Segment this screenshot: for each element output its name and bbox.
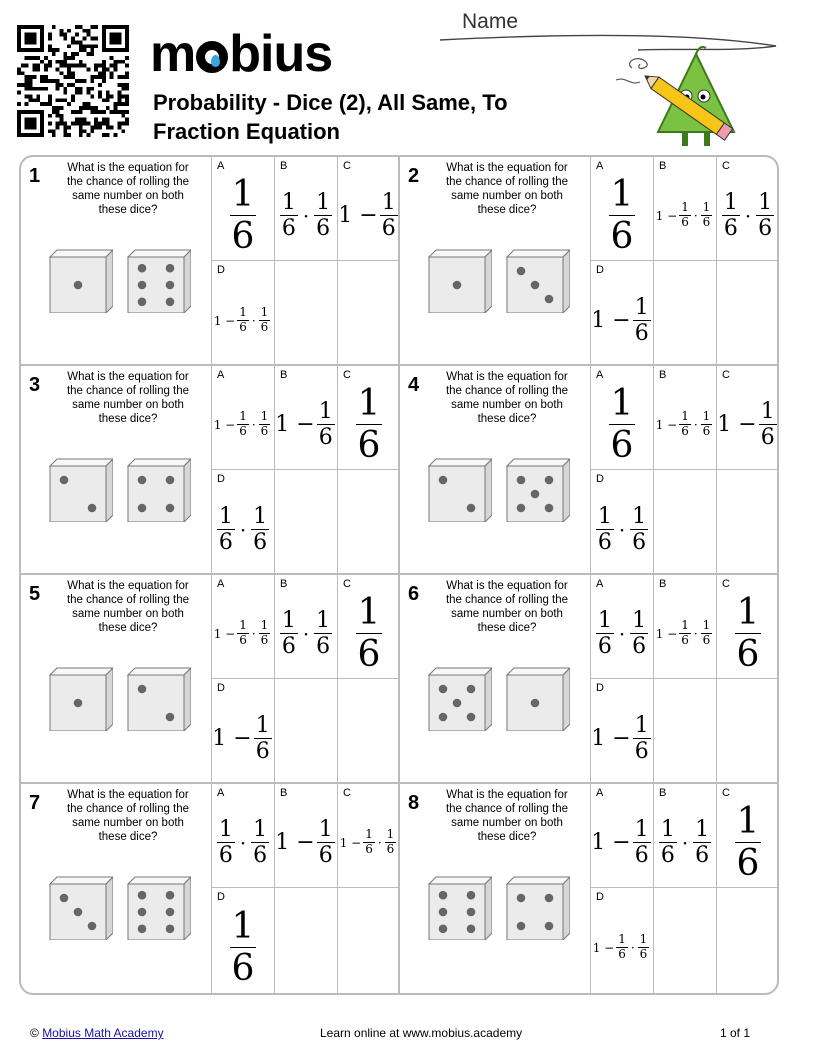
qr-code[interactable] bbox=[17, 25, 129, 137]
option-math: 1 − $\frac{1}{6}$ bbox=[591, 294, 649, 346]
option-math: 1 − $\frac{1}{6}$ bbox=[591, 712, 649, 764]
option-math: 1 − $\frac{1}{6}$ · $\frac{1}{6}$ bbox=[213, 305, 269, 334]
option-letter: B bbox=[659, 787, 667, 799]
option-letter: B bbox=[280, 160, 288, 172]
option-letter: B bbox=[280, 787, 288, 799]
question-3 bbox=[21, 366, 400, 575]
question-grid bbox=[19, 155, 779, 995]
option-letter: D bbox=[596, 473, 604, 485]
die-6-icon bbox=[127, 249, 187, 309]
option-letter: D bbox=[596, 264, 604, 276]
option-math: $\frac{1}{6}$ bbox=[610, 173, 634, 257]
die-2-icon bbox=[49, 458, 109, 518]
option-letter: D bbox=[596, 682, 604, 694]
option-letter: C bbox=[343, 578, 351, 590]
option-a[interactable] bbox=[211, 784, 274, 888]
empty-option-slot bbox=[274, 261, 337, 366]
question-4 bbox=[400, 366, 779, 575]
option-d[interactable] bbox=[590, 261, 653, 366]
option-d[interactable] bbox=[211, 888, 274, 993]
option-letter: A bbox=[596, 787, 604, 799]
option-math: $\frac{1}{6}$ · $\frac{1}{6}$ bbox=[660, 816, 710, 868]
footer-copyright bbox=[30, 1026, 164, 1040]
page-title: Probability - Dice (2), All Same, To Fraction Equation bbox=[153, 90, 508, 144]
option-c[interactable] bbox=[716, 575, 779, 679]
option-b[interactable] bbox=[274, 157, 337, 261]
option-math: 1 − $\frac{1}{6}$ · $\frac{1}{6}$ bbox=[592, 932, 648, 961]
empty-option-slot bbox=[653, 261, 716, 366]
option-letter: D bbox=[217, 473, 225, 485]
option-d[interactable] bbox=[211, 679, 274, 784]
option-letter: A bbox=[596, 160, 604, 172]
question-text: What is the equation for the chance of rolling the same number on both these dice? bbox=[445, 162, 569, 216]
die-2-icon bbox=[428, 458, 488, 518]
mobius-academy-link[interactable]: Mobius Math Academy bbox=[42, 1026, 164, 1040]
option-letter: D bbox=[596, 891, 604, 903]
option-math: $\frac{1}{6}$ · $\frac{1}{6}$ bbox=[218, 503, 268, 555]
footer-center-text: Learn online at www.mobius.academy bbox=[320, 1026, 523, 1040]
question-1 bbox=[21, 157, 400, 366]
question-text: What is the equation for the chance of rolling the same number on both these dice? bbox=[445, 580, 569, 634]
option-letter: C bbox=[722, 787, 730, 799]
option-letter: B bbox=[659, 578, 667, 590]
option-math: $\frac{1}{6}$ bbox=[357, 382, 381, 466]
option-c[interactable] bbox=[716, 157, 779, 261]
mobius-logo: m bius bbox=[150, 25, 333, 83]
option-c[interactable] bbox=[716, 366, 779, 470]
empty-option-slot bbox=[653, 679, 716, 784]
option-math: $\frac{1}{6}$ bbox=[736, 800, 760, 884]
option-math: $\frac{1}{6}$ · $\frac{1}{6}$ bbox=[218, 816, 268, 868]
die-2-icon bbox=[127, 667, 187, 727]
page-number: 1 of 1 bbox=[720, 1026, 751, 1040]
die-1-icon bbox=[49, 667, 109, 727]
option-b[interactable] bbox=[653, 575, 716, 679]
option-letter: B bbox=[659, 160, 667, 172]
option-a[interactable] bbox=[211, 575, 274, 679]
option-letter: C bbox=[343, 160, 351, 172]
die-3-icon bbox=[506, 249, 566, 309]
empty-option-slot bbox=[274, 679, 337, 784]
empty-option-slot bbox=[337, 470, 400, 575]
option-letter: B bbox=[280, 369, 288, 381]
die-6-icon bbox=[127, 876, 187, 936]
option-math: 1 − $\frac{1}{6}$ bbox=[275, 816, 333, 868]
option-math: $\frac{1}{6}$ bbox=[736, 591, 760, 675]
question-text: What is the equation for the chance of rolling the same number on both these dice? bbox=[66, 789, 190, 843]
empty-option-slot bbox=[716, 679, 779, 784]
option-letter: A bbox=[217, 578, 225, 590]
question-number: 1 bbox=[29, 165, 41, 187]
question-number: 5 bbox=[29, 583, 41, 605]
option-letter: A bbox=[217, 369, 225, 381]
question-text: What is the equation for the chance of rolling the same number on both these dice? bbox=[445, 789, 569, 843]
question-7 bbox=[21, 784, 400, 993]
option-letter: A bbox=[217, 787, 225, 799]
option-d[interactable] bbox=[590, 470, 653, 575]
empty-option-slot bbox=[716, 261, 779, 366]
option-math: 1 − $\frac{1}{6}$ bbox=[591, 816, 649, 868]
option-math: 1 − $\frac{1}{6}$ · $\frac{1}{6}$ bbox=[655, 409, 711, 438]
option-letter: D bbox=[217, 682, 225, 694]
option-d[interactable] bbox=[211, 470, 274, 575]
option-d[interactable] bbox=[590, 888, 653, 993]
question-6 bbox=[400, 575, 779, 784]
question-2 bbox=[400, 157, 779, 366]
question-number: 6 bbox=[408, 583, 420, 605]
option-math: 1 − $\frac{1}{6}$ bbox=[717, 398, 775, 450]
option-a[interactable] bbox=[590, 784, 653, 888]
option-a[interactable] bbox=[590, 157, 653, 261]
pencil-mascot-icon bbox=[612, 40, 742, 155]
option-math: 1 − $\frac{1}{6}$ bbox=[275, 398, 333, 450]
copyright-symbol: © bbox=[30, 1026, 39, 1040]
die-5-icon bbox=[506, 458, 566, 518]
question-number: 7 bbox=[29, 792, 41, 814]
question-number: 4 bbox=[408, 374, 420, 396]
option-math: 1 − $\frac{1}{6}$ · $\frac{1}{6}$ bbox=[213, 409, 269, 438]
option-letter: D bbox=[217, 264, 225, 276]
option-c[interactable] bbox=[337, 366, 400, 470]
empty-option-slot bbox=[716, 888, 779, 993]
option-math: 1 − $\frac{1}{6}$ · $\frac{1}{6}$ bbox=[213, 618, 269, 647]
option-letter: B bbox=[280, 578, 288, 590]
option-letter: C bbox=[722, 578, 730, 590]
question-text: What is the equation for the chance of rolling the same number on both these dice? bbox=[66, 162, 190, 216]
option-b[interactable] bbox=[274, 784, 337, 888]
option-letter: A bbox=[596, 578, 604, 590]
option-math: $\frac{1}{6}$ · $\frac{1}{6}$ bbox=[597, 607, 647, 659]
question-text: What is the equation for the chance of rolling the same number on both these dice? bbox=[66, 580, 190, 634]
option-letter: B bbox=[659, 369, 667, 381]
option-math: 1 − $\frac{1}{6}$ · $\frac{1}{6}$ bbox=[655, 200, 711, 229]
option-a[interactable] bbox=[590, 575, 653, 679]
die-1-icon bbox=[428, 249, 488, 309]
option-math: $\frac{1}{6}$ bbox=[610, 382, 634, 466]
option-letter: C bbox=[343, 787, 351, 799]
empty-option-slot bbox=[274, 470, 337, 575]
option-b[interactable] bbox=[274, 366, 337, 470]
option-math: $\frac{1}{6}$ bbox=[357, 591, 381, 675]
option-c[interactable] bbox=[716, 784, 779, 888]
empty-option-slot bbox=[337, 261, 400, 366]
option-letter: C bbox=[722, 369, 730, 381]
option-c[interactable] bbox=[337, 157, 400, 261]
name-label: Name bbox=[462, 10, 519, 33]
question-text: What is the equation for the chance of rolling the same number on both these dice? bbox=[66, 371, 190, 425]
option-d[interactable] bbox=[211, 261, 274, 366]
question-number: 3 bbox=[29, 374, 41, 396]
question-8 bbox=[400, 784, 779, 993]
option-math: $\frac{1}{6}$ bbox=[231, 173, 255, 257]
option-math: 1 − $\frac{1}{6}$ bbox=[212, 712, 270, 764]
question-number: 8 bbox=[408, 792, 420, 814]
option-math: 1 − $\frac{1}{6}$ · $\frac{1}{6}$ bbox=[655, 618, 711, 647]
die-4-icon bbox=[127, 458, 187, 518]
option-math: $\frac{1}{6}$ · $\frac{1}{6}$ bbox=[597, 503, 647, 555]
option-letter: A bbox=[217, 160, 225, 172]
option-letter: D bbox=[217, 891, 225, 903]
empty-option-slot bbox=[716, 470, 779, 575]
option-math: 1 − $\frac{1}{6}$ bbox=[338, 189, 396, 241]
option-b[interactable] bbox=[653, 157, 716, 261]
option-a[interactable] bbox=[211, 157, 274, 261]
empty-option-slot bbox=[274, 888, 337, 993]
option-letter: A bbox=[596, 369, 604, 381]
option-math: $\frac{1}{6}$ · $\frac{1}{6}$ bbox=[281, 607, 331, 659]
empty-option-slot bbox=[653, 888, 716, 993]
option-b[interactable] bbox=[274, 575, 337, 679]
option-c[interactable] bbox=[337, 575, 400, 679]
empty-option-slot bbox=[653, 470, 716, 575]
question-5 bbox=[21, 575, 400, 784]
question-text: What is the equation for the chance of rolling the same number on both these dice? bbox=[445, 371, 569, 425]
option-math: $\frac{1}{6}$ · $\frac{1}{6}$ bbox=[281, 189, 331, 241]
option-c[interactable] bbox=[337, 784, 400, 888]
logo-o-icon bbox=[196, 41, 228, 73]
option-letter: C bbox=[343, 369, 351, 381]
option-math: $\frac{1}{6}$ · $\frac{1}{6}$ bbox=[723, 189, 773, 241]
die-3-icon bbox=[49, 876, 109, 936]
question-number: 2 bbox=[408, 165, 420, 187]
option-letter: C bbox=[722, 160, 730, 172]
option-a[interactable] bbox=[590, 366, 653, 470]
die-6-icon bbox=[428, 876, 488, 936]
option-b[interactable] bbox=[653, 784, 716, 888]
empty-option-slot bbox=[337, 888, 400, 993]
option-a[interactable] bbox=[211, 366, 274, 470]
empty-option-slot bbox=[337, 679, 400, 784]
die-5-icon bbox=[428, 667, 488, 727]
option-b[interactable] bbox=[653, 366, 716, 470]
die-1-icon bbox=[506, 667, 566, 727]
die-1-icon bbox=[49, 249, 109, 309]
die-4-icon bbox=[506, 876, 566, 936]
option-d[interactable] bbox=[590, 679, 653, 784]
option-math: $\frac{1}{6}$ bbox=[231, 905, 255, 989]
option-math: 1 − $\frac{1}{6}$ · $\frac{1}{6}$ bbox=[339, 827, 395, 856]
